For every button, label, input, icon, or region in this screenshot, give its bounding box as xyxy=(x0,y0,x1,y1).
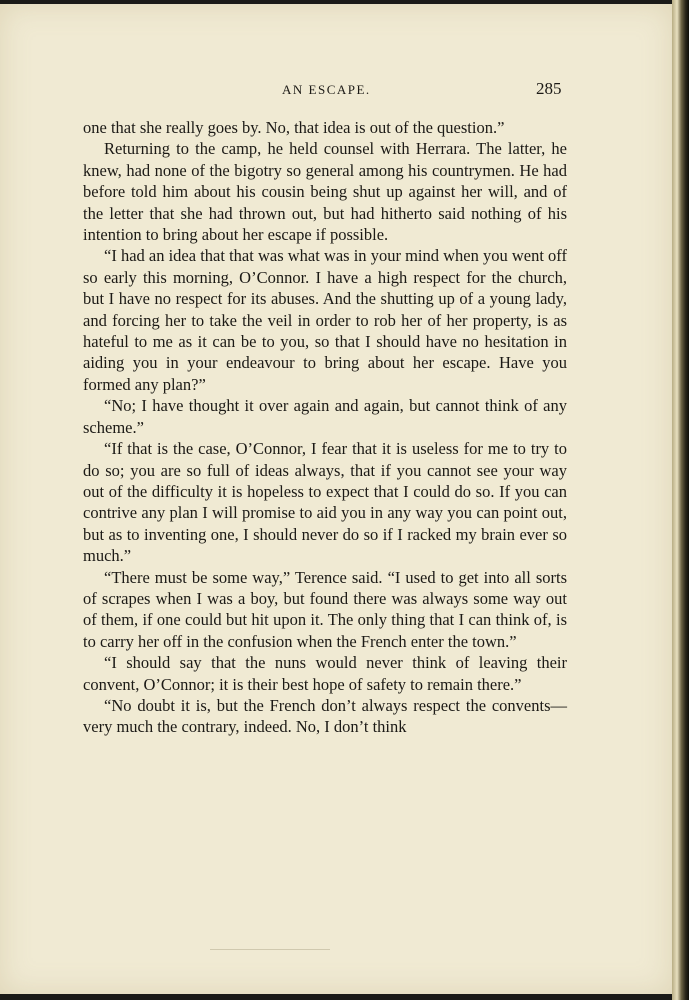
paragraph-3: “I had an idea that that was what was in your mind when you went off so early this morning, O’Connor. I have a high respect for the church, but I have no respect for its abuses. And the shutting up of a young lady, and forcing her to take the veil in order to rob her of her property, is as hateful to me as it can be to you, so that I should have no hesitation in aiding you in your endeavour to bring about her escape. Have you formed any plan?” xyxy=(83,246,567,394)
paragraph-7: “I should say that the nuns would never think of leaving their convent, O’Connor; it is their best hope of safety to remain there.” xyxy=(83,653,567,694)
body-text xyxy=(83,117,567,738)
paragraph-5: “If that is the case, O’Connor, I fear that it is useless for me to try to do so; you are so full of ideas always, that if you cannot see your way out of the difficulty it is hopeless to expect that I could do so. If you can contrive any plan I will promise to aid you in any way you can point out, but as to inventing one, I should never do so if I racked my brain ever so much.” xyxy=(83,439,567,566)
running-title: AN ESCAPE. xyxy=(282,82,371,97)
paragraph-1: one that she really goes by. No, that idea is out of the question.” xyxy=(83,118,505,137)
paragraph-8: “No doubt it is, but the French don’t always respect the convents—very much the contrary, indeed. No, I don’t think xyxy=(83,695,567,737)
paragraph-4: “No; I have thought it over again and again, but cannot think of any scheme.” xyxy=(83,396,567,437)
book-page xyxy=(0,4,672,994)
page-smudge-line xyxy=(210,949,330,950)
paragraph-2: Returning to the camp, he held counsel with Herrara. The latter, he knew, had none of the bigotry so general among his countrymen. He had before told him about his cousin being shut up against her will, and of the letter that she had thrown out, but had hitherto said nothing of his intention to bring about her escape if possible. xyxy=(83,139,567,245)
page-header xyxy=(0,79,672,102)
book-spine-edge xyxy=(672,0,689,1000)
paragraph-6: “There must be some way,” Terence said. “I used to get into all sorts of scrapes when I was a boy, but found there was always some way out of them, if one could but hit upon it. The only thing that I can think of, is to carry her off in the confusion when the French enter the town.” xyxy=(83,567,567,651)
page-number: 285 xyxy=(536,79,562,98)
